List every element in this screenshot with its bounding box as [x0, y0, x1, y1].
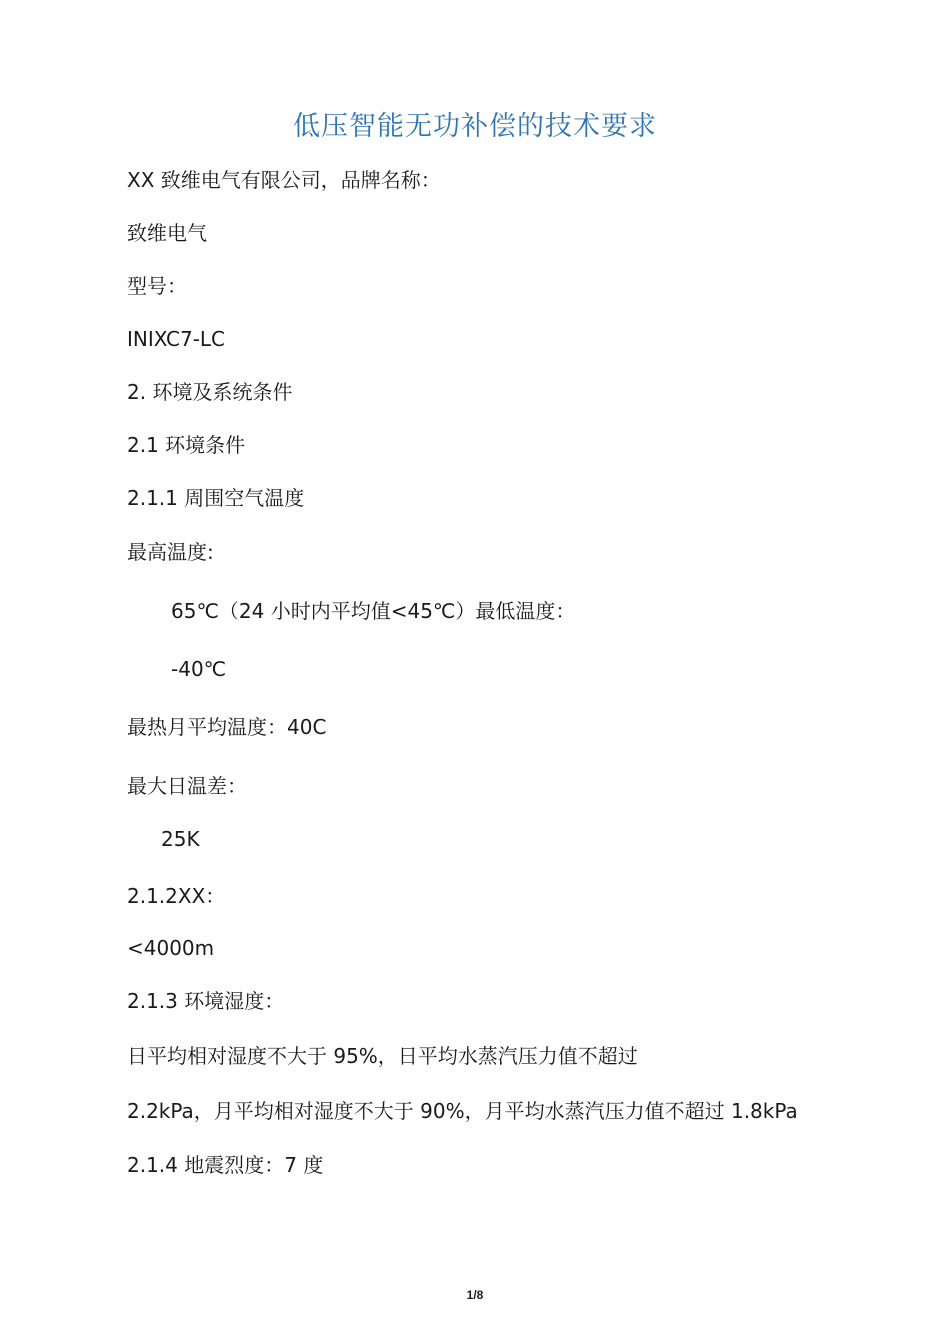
page-number: 1/8	[466, 1288, 484, 1302]
model-value: INIXC7-LC	[127, 327, 226, 351]
model-label: 型号：	[127, 274, 187, 298]
paragraph: 最热月平均温度：40C	[127, 715, 327, 739]
company-brand-line: XX 致维电气有限公司，品牌名称：	[127, 168, 441, 192]
paragraph: -40℃	[171, 657, 227, 681]
section-heading: 2. 环境及系统条件	[127, 380, 293, 404]
paragraph: <4000m	[127, 936, 215, 960]
subsection-heading: 2.1.1 周围空气温度	[127, 486, 305, 510]
subsection-heading: 2.1.4 地震烈度：7 度	[127, 1153, 324, 1177]
subsection-heading: 2.1.3 环境湿度：	[127, 989, 285, 1013]
paragraph: 2.2kPa，月平均相对湿度不大于 90%，月平均水蒸汽压力值不超过 1.8kPa	[127, 1099, 798, 1123]
paragraph: 65℃（24 小时内平均值<45℃）最低温度：	[171, 599, 576, 623]
paragraph: 日平均相对湿度不大于 95%，日平均水蒸汽压力值不超过	[127, 1044, 638, 1068]
subsection-heading: 2.1.2XX：	[127, 884, 226, 908]
paragraph: 最大日温差：	[127, 774, 247, 798]
subsection-heading: 2.1 环境条件	[127, 433, 246, 457]
brand-name: 致维电气	[127, 221, 207, 245]
paragraph: 25K	[161, 827, 200, 851]
paragraph: 最高温度:	[127, 540, 214, 564]
document-title: 低压智能无功补偿的技术要求	[293, 111, 657, 142]
